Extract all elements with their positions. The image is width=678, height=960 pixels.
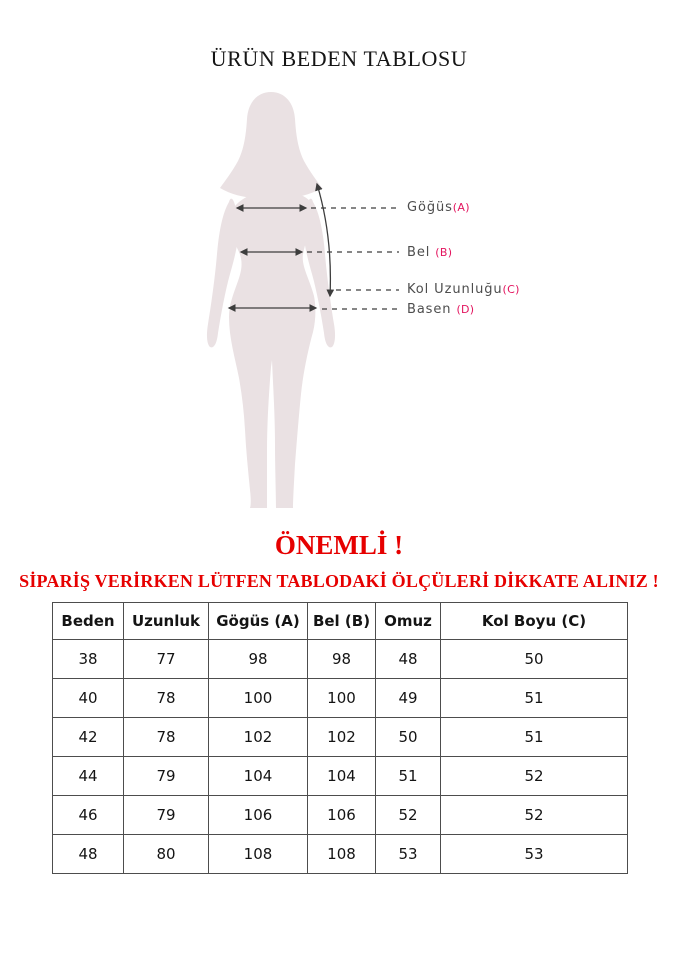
table-cell: 98 bbox=[209, 640, 308, 679]
header-cell: Omuz bbox=[376, 603, 441, 640]
table-cell: 50 bbox=[441, 640, 628, 679]
table-cell: 48 bbox=[376, 640, 441, 679]
table-cell: 80 bbox=[124, 835, 209, 874]
table-row bbox=[53, 718, 628, 757]
table-cell: 51 bbox=[441, 679, 628, 718]
table-cell: 51 bbox=[441, 718, 628, 757]
size-table bbox=[52, 602, 628, 874]
table-cell: 46 bbox=[53, 796, 124, 835]
table-row bbox=[53, 796, 628, 835]
table-cell: 44 bbox=[53, 757, 124, 796]
table-cell: 104 bbox=[209, 757, 308, 796]
table-cell: 51 bbox=[376, 757, 441, 796]
table-cell: 38 bbox=[53, 640, 124, 679]
table-cell: 52 bbox=[441, 757, 628, 796]
table-cell: 50 bbox=[376, 718, 441, 757]
header-cell: Uzunluk bbox=[124, 603, 209, 640]
header-cell: Bel (B) bbox=[308, 603, 376, 640]
table-row bbox=[53, 640, 628, 679]
label-chest-text: Göğüs bbox=[407, 200, 453, 215]
header-row bbox=[53, 603, 628, 640]
table-cell: 53 bbox=[441, 835, 628, 874]
table-cell: 48 bbox=[53, 835, 124, 874]
table-cell: 52 bbox=[441, 796, 628, 835]
table-cell: 108 bbox=[308, 835, 376, 874]
header-cell: Beden bbox=[53, 603, 124, 640]
label-hip-letter: (D) bbox=[456, 303, 475, 316]
label-hip bbox=[407, 303, 474, 317]
table-cell: 106 bbox=[308, 796, 376, 835]
label-waist-text: Bel bbox=[407, 245, 436, 260]
header-cell: Kol Boyu (C) bbox=[441, 603, 628, 640]
table-cell: 53 bbox=[376, 835, 441, 874]
label-chest-letter: (A) bbox=[452, 201, 470, 214]
table-cell: 104 bbox=[308, 757, 376, 796]
table-cell: 78 bbox=[124, 718, 209, 757]
label-waist-letter: (B) bbox=[435, 246, 453, 259]
label-waist bbox=[407, 246, 452, 260]
table-row bbox=[53, 757, 628, 796]
important-heading: ÖNEMLİ ! bbox=[274, 530, 404, 560]
table-cell: 78 bbox=[124, 679, 209, 718]
label-chest bbox=[407, 201, 470, 215]
silhouette-head-hair bbox=[220, 92, 322, 198]
table-row bbox=[53, 679, 628, 718]
table-cell: 100 bbox=[209, 679, 308, 718]
label-sleeve-text: Kol Uzunluğu bbox=[407, 282, 503, 297]
label-hip-text: Basen bbox=[407, 302, 457, 317]
table-cell: 98 bbox=[308, 640, 376, 679]
table-cell: 102 bbox=[209, 718, 308, 757]
table-cell: 49 bbox=[376, 679, 441, 718]
table-cell: 77 bbox=[124, 640, 209, 679]
silhouette-torso-legs bbox=[229, 190, 315, 508]
table-cell: 79 bbox=[124, 757, 209, 796]
table-cell: 42 bbox=[53, 718, 124, 757]
table-cell: 106 bbox=[209, 796, 308, 835]
table-cell: 100 bbox=[308, 679, 376, 718]
page-title: ÜRÜN BEDEN TABLOSU bbox=[210, 46, 468, 71]
female-body-silhouette bbox=[207, 92, 335, 508]
table-cell: 52 bbox=[376, 796, 441, 835]
table-row bbox=[53, 835, 628, 874]
header-cell: Gögüs (A) bbox=[209, 603, 308, 640]
table-cell: 40 bbox=[53, 679, 124, 718]
warning-text: SİPARİŞ VERİRKEN LÜTFEN TABLODAKİ ÖLÇÜLERİ DİKKATE ALINIZ ! bbox=[19, 571, 659, 591]
table-cell: 79 bbox=[124, 796, 209, 835]
table-cell: 108 bbox=[209, 835, 308, 874]
label-sleeve-letter: (C) bbox=[502, 283, 520, 296]
label-sleeve bbox=[407, 283, 520, 297]
table-cell: 102 bbox=[308, 718, 376, 757]
size-table-body bbox=[53, 640, 628, 874]
